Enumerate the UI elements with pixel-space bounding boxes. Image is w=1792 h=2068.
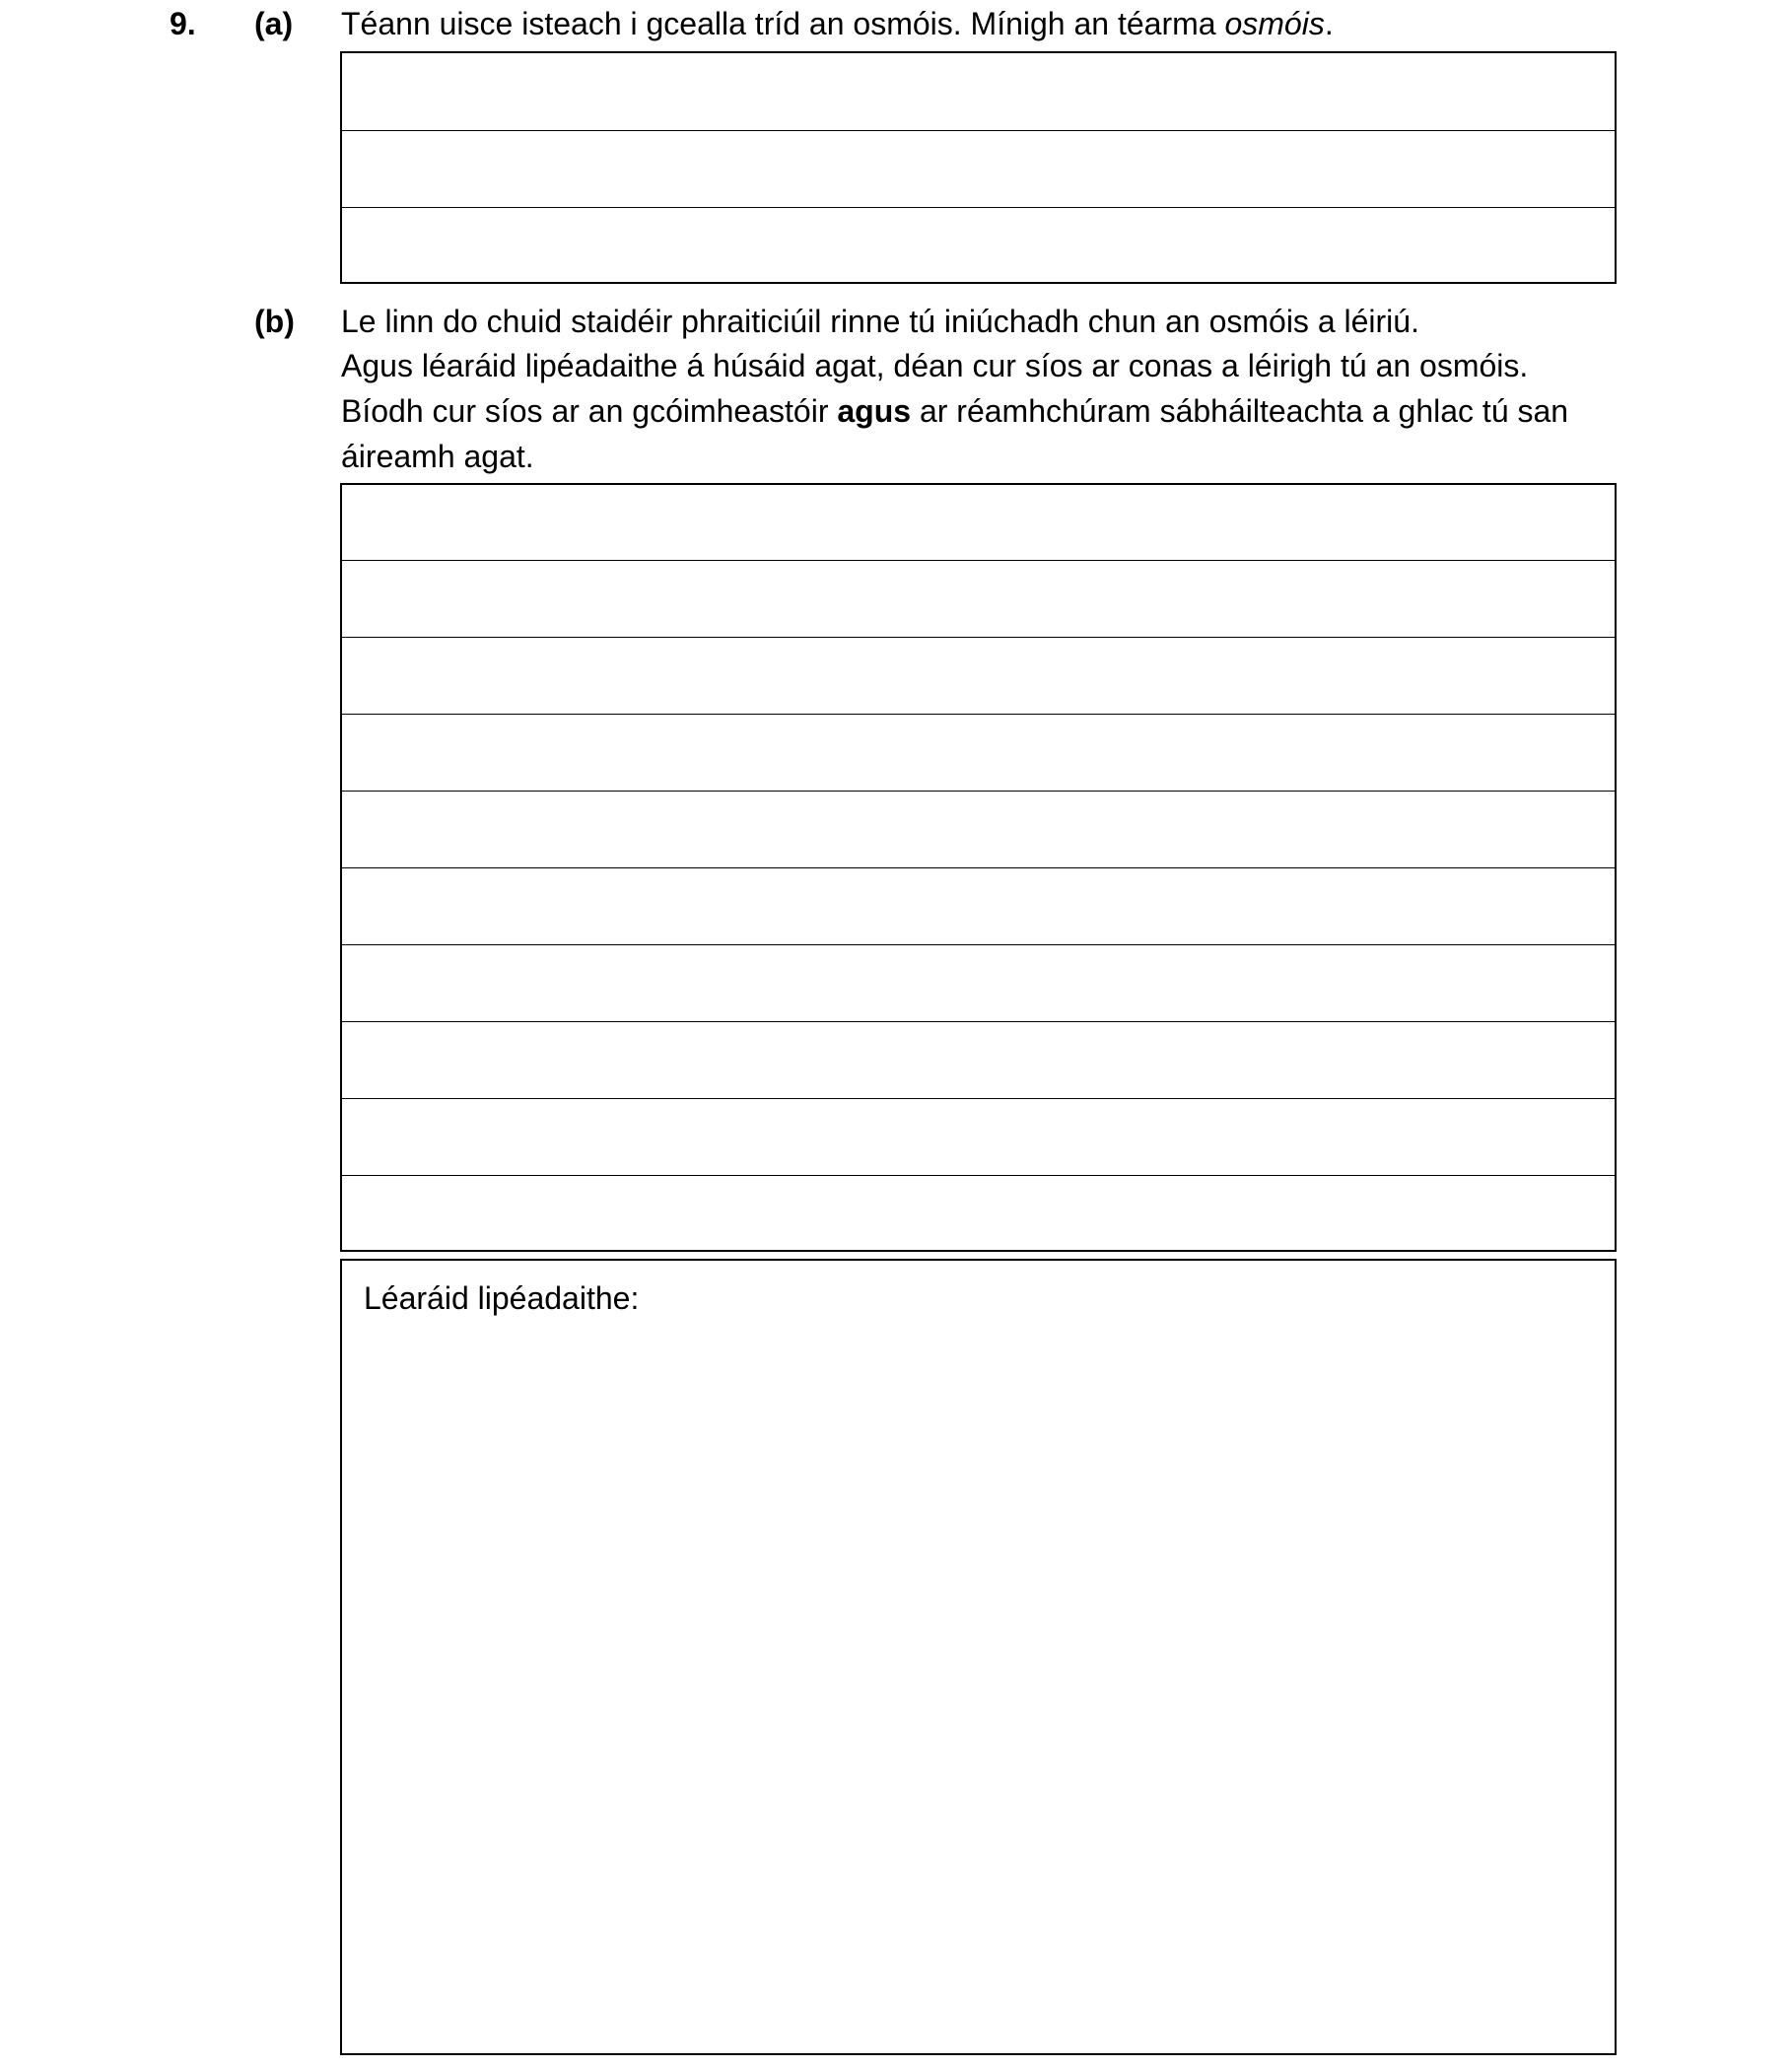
answer-line [342, 1175, 1615, 1176]
part-b-emphasis: agus [837, 393, 912, 429]
part-a-term: osmóis [1224, 6, 1325, 41]
part-b-line-3-start: Bíodh cur síos ar an gcóimheastóir [341, 393, 838, 429]
part-a-prompt [341, 4, 1334, 43]
answer-line [342, 944, 1615, 945]
part-b-line-2: Agus léaráid lipéadaithe á húsáid agat, déan cur síos ar conas a léirigh tú an osmóis. [341, 348, 1529, 383]
question-number: 9. [170, 6, 196, 41]
part-b-answer-box[interactable] [340, 483, 1617, 1252]
part-b-line-1: Le linn do chuid staidéir phraiticiúil rinne tú iniúchadh chun an osmóis a léiriú. [341, 304, 1419, 339]
part-b-line-3 [341, 391, 1568, 431]
part-b-label: (b) [254, 304, 295, 339]
part-a-prompt-text: Téann uisce isteach i gcealla tríd an osmóis. Mínigh an téarma [341, 6, 1225, 41]
answer-line [342, 560, 1615, 561]
answer-line [342, 1098, 1615, 1099]
part-b-line-4: áireamh agat. [341, 439, 534, 474]
answer-line [342, 130, 1615, 131]
diagram-box[interactable] [340, 1259, 1617, 2055]
part-a-prompt-end: . [1324, 6, 1334, 41]
part-a-label: (a) [254, 6, 294, 41]
answer-line [342, 207, 1615, 208]
answer-line [342, 714, 1615, 715]
diagram-label: Léaráid lipéadaithe: [364, 1280, 640, 1316]
answer-line [342, 791, 1615, 792]
part-b-line-3-end: ar réamhchúram sábháilteachta a ghlac tú san [911, 393, 1569, 429]
answer-line [342, 867, 1615, 868]
answer-line [342, 637, 1615, 638]
answer-line [342, 1021, 1615, 1022]
part-a-answer-box[interactable] [340, 51, 1617, 284]
